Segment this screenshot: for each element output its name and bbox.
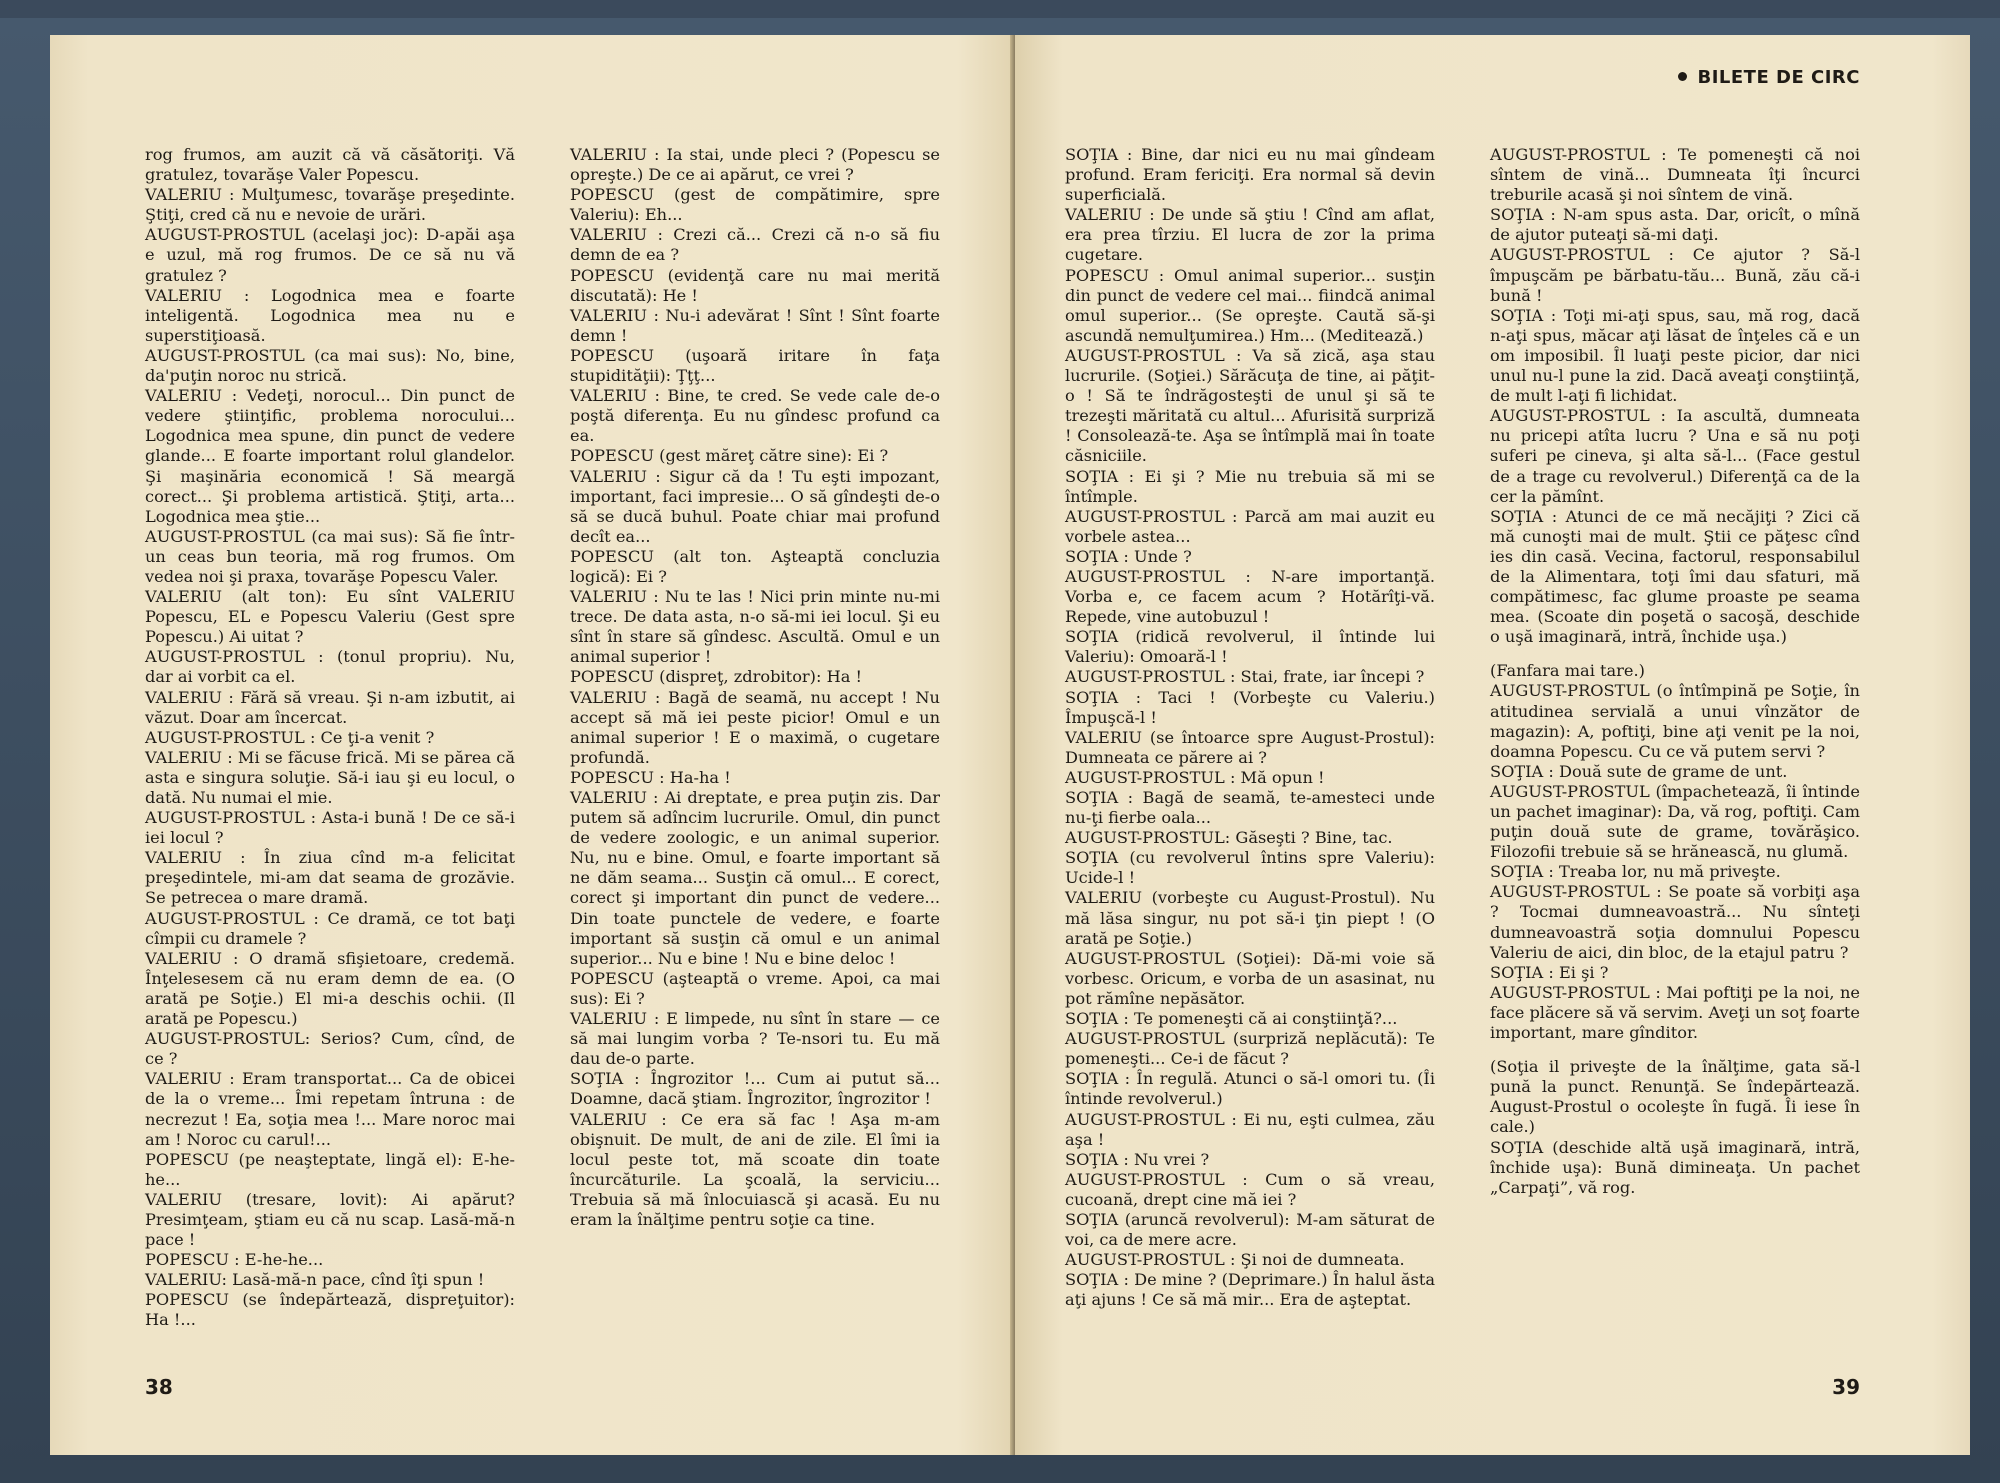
dialogue-line: SOŢIA : Unde ? — [1065, 546, 1192, 566]
dialogue-line: AUGUST-PROSTUL : Ce ajutor ? Să-l împuşcăm pe bărbatu-tău... Bună, zău că-i bună ! — [1490, 245, 1860, 305]
dialogue-line: (Fanfara mai tare.) — [1490, 661, 1645, 681]
dialogue-line: VALERIU (se întoarce spre August-Prostul): Dumneata ce părere ai ? — [1065, 727, 1435, 767]
dialogue-line: SOŢIA : De mine ? (Deprimare.) În halul ăsta aţi ajuns ! Ce să mă mir... Era de aşteptat. — [1065, 1270, 1435, 1310]
dialogue-line: AUGUST-PROSTUL : (tonul propriu). Nu, dar ai vorbit ca el. — [145, 647, 515, 687]
dialogue-line: SOŢIA : Atunci de ce mă necăjiţi ? Zici că mă cunoşti mai de mult. Ştii ce păţesc cînd ies din casă. Vecina, factorul, responsabilul de la Alimentara, toţi îmi dau sfaturi, mă compătimesc, fac glume proaste pe seama mea. (Scoate din poşetă o sacoşă, deschide o uşă imaginară, intră, închide uşa.) — [1490, 506, 1860, 647]
dialogue-line: POPESCU (evidenţă care nu mai merită discutată): He ! — [570, 265, 940, 305]
dialogue-line: AUGUST-PROSTUL: Serios? Cum, cînd, de ce ? — [145, 1029, 515, 1069]
dialogue-line: AUGUST-PROSTUL : Ei nu, eşti culmea, zău aşa ! — [1065, 1109, 1435, 1149]
dialogue-line: SOŢIA : Îngrozitor !... Cum ai putut să... Doamne, dacă ştiam. Îngrozitor, îngrozitor ! — [570, 1069, 940, 1109]
dialogue-line: POPESCU : E-he-he... — [145, 1250, 324, 1270]
dialogue-line: VALERIU : De unde să ştiu ! Cînd am aflat, era prea tîrziu. El lucra de zor la prima cugetare. — [1065, 205, 1435, 265]
dialogue-line: VALERIU : Bagă de seamă, nu accept ! Nu accept să mă iei peste picior! Omul e un animal superior ! E o maximă, o cugetare profundă. — [570, 687, 940, 767]
right-page — [1015, 35, 1970, 1455]
text-column-4 — [1490, 145, 1860, 1198]
running-header-text: BILETE DE CIRC — [1697, 67, 1860, 88]
dialogue-line: SOŢIA : În regulă. Atunci o să-l omori tu. (Îi întinde revolverul.) — [1065, 1069, 1435, 1109]
dialogue-line: VALERIU : Ai dreptate, e prea puţin zis. Dar putem să adîncim lucrurile. Omul, din punct de vedere zoologic, e un animal superior. Nu, nu e bine. Omul, e foarte important să ne dăm seama... Susţin că omul... E corect, corect şi important din punct de vedere... Din toate punctele de vedere, e foarte important să susţin că omul e un animal superior... Nu e bine ! Nu e bine deloc ! — [570, 788, 940, 968]
dialogue-line: VALERIU (alt ton): Eu sînt VALERIU Popescu, EL e Popescu Valeriu (Gest spre Popescu.) Ai uitat ? — [145, 587, 515, 647]
dialogue-line: VALERIU (vorbeşte cu August-Prostul). Nu mă lăsa singur, nu pot să-i ţin piept ! (O arată pe Soţie.) — [1065, 888, 1435, 948]
dialogue-line: AUGUST-PROSTUL : Se poate să vorbiţi aşa ? Tocmai dumneavoastră... Nu sînteţi dumneavoastră soţia domnului Popescu Valeriu de aici, din bloc, de la etajul patru ? — [1490, 882, 1860, 962]
dialogue-line: AUGUST-PROSTUL : Parcă am mai auzit eu vorbele astea... — [1065, 506, 1435, 546]
dialogue-line: VALERIU : Ce era să fac ! Aşa m-am obişnuit. De mult, de ani de zile. El îmi ia locul peste tot, mă scoate din toate încurcăturile. La şcoală, la serviciu... Trebuia să mă înlocuiască şi acasă. Eu nu eram la înălţime pentru soţie ca tine. — [570, 1109, 940, 1229]
dialogue-line: SOŢIA : Treaba lor, nu mă priveşte. — [1490, 862, 1781, 882]
dialogue-line: AUGUST-PROSTUL (surpriză neplăcută): Te pomeneşti... Ce-i de făcut ? — [1065, 1029, 1435, 1069]
dialogue-line: VALERIU : E limpede, nu sînt în stare — ce să mai lungim vorba ? Te-nsori tu. Eu mă dau de-o parte. — [570, 1009, 940, 1069]
dialogue-line: VALERIU : Nu te las ! Nici prin minte nu-mi trece. De data asta, n-o să-mi iei locul. Şi eu sînt în stare să gîndesc. Ascultă. Omul e un animal superior ! — [570, 587, 940, 667]
dialogue-line: SOŢIA : Taci ! (Vorbeşte cu Valeriu.) Împuşcă-l ! — [1065, 687, 1435, 727]
dialogue-line: SOŢIA : Bagă de seamă, te-amesteci unde nu-ţi fierbe oala... — [1065, 788, 1435, 828]
running-header — [1678, 67, 1860, 88]
dialogue-line: POPESCU (gest măreţ către sine): Ei ? — [570, 446, 889, 466]
dialogue-line: VALERIU : Mulţumesc, tovarăşe preşedinte. Ştiţi, cred că nu e nevoie de urări. — [145, 185, 515, 225]
dialogue-line: AUGUST-PROSTUL : Te pomeneşti că noi sîntem de vină... Dumneata îţi încurci treburile acasă şi noi sîntem de vină. — [1490, 145, 1860, 205]
dialogue-line: SOŢIA : N-am spus asta. Dar, oricît, o mînă de ajutor puteaţi să-mi daţi. — [1490, 205, 1860, 245]
dialogue-line: AUGUST-PROSTUL (împachetează, îi întinde un pachet imaginar): Da, vă rog, poftiţi. Cam puţin două sute de grame, tovărăşico. Filozofii trebuie să se hrănească, nu glumă. — [1490, 781, 1860, 862]
dialogue-line: AUGUST-PROSTUL (ca mai sus): No, bine, da'puţin noroc nu strică. — [145, 345, 515, 386]
dialogue-line: (Soţia il priveşte de la înălţime, gata să-l pună la punct. Renunţă. Se îndepărtează. August-Prostul o ocoleşte în fugă. Îi iese în cale.) — [1490, 1057, 1860, 1137]
dialogue-line: AUGUST-PROSTUL (o întîmpină pe Soţie, în atitudinea servială a unui vînzător de magazin): A, poftiţi, bine aţi venit pe la noi, doamna Popescu. Cu ce vă putem servi ? — [1490, 681, 1860, 761]
page-number-left: 38 — [145, 1375, 173, 1399]
left-page — [50, 35, 1015, 1455]
dialogue-line: POPESCU (alt ton. Aşteaptă concluzia logică): Ei ? — [570, 546, 940, 586]
dialogue-line: SOŢIA : Două sute de grame de unt. — [1490, 761, 1788, 781]
dialogue-line: POPESCU (gest de compătimire, spre Valeriu): Eh... — [570, 185, 940, 225]
page-number-right: 39 — [1832, 1375, 1860, 1399]
text-column-3 — [1065, 145, 1435, 1310]
dialogue-line: SOŢIA (ridică revolverul, il întinde lui Valeriu): Omoară-l ! — [1065, 627, 1435, 667]
dialogue-line: VALERIU : Crezi că... Crezi că n-o să fiu demn de ea ? — [570, 225, 940, 265]
dialogue-line: VALERIU : Bine, te cred. Se vede cale de-o poştă diferenţa. Eu nu gîndesc profund ca ea. — [570, 386, 940, 446]
dialogue-line: AUGUST-PROSTUL : Asta-i bună ! De ce să-i iei locul ? — [145, 808, 515, 848]
dialogue-line: rog frumos, am auzit că vă căsătoriţi. Vă gratulez, tovarăşe Valer Popescu. — [145, 145, 515, 185]
dialogue-line: AUGUST-PROSTUL : Ce dramă, ce tot baţi cîmpii cu dramele ? — [145, 908, 515, 948]
dialogue-line: AUGUST-PROSTUL : Mă opun ! — [1065, 767, 1325, 787]
dialogue-line: SOŢIA : Bine, dar nici eu nu mai gîndeam profund. Eram fericiţi. Era normal să devin superficială. — [1065, 145, 1435, 205]
dialogue-line: AUGUST-PROSTUL: Găseşti ? Bine, tac. — [1065, 828, 1393, 848]
dialogue-line: SOŢIA (deschide altă uşă imaginară, intră, închide uşa): Bună dimineaţa. Un pachet „Carpaţi”, vă rog. — [1490, 1137, 1860, 1197]
bullet-icon — [1678, 72, 1687, 81]
dialogue-line: POPESCU (pe neaşteptate, lingă el): E-he-he... — [145, 1149, 515, 1189]
dialogue-line: VALERIU : Mi se făcuse frică. Mi se părea că asta e singura soluţie. Să-i iau şi eu locul, o dată. Nu numai el mie. — [145, 747, 515, 807]
dialogue-line: VALERIU : Ia stai, unde pleci ? (Popescu se opreşte.) De ce ai apărut, ce vrei ? — [570, 145, 940, 185]
dialogue-line: AUGUST-PROSTUL : N-are importanţă. Vorba e, ce facem acum ? Hotărîţi-vă. Repede, vine autobuzul ! — [1065, 566, 1435, 627]
text-column-1 — [145, 145, 515, 1331]
dialogue-line: VALERIU : Fără să vreau. Şi n-am izbutit, ai văzut. Doar am încercat. — [145, 687, 515, 727]
dialogue-line: AUGUST-PROSTUL : Cum o să vreau, cucoană, drept cine mă iei ? — [1065, 1169, 1435, 1209]
dialogue-line: VALERIU : Vedeţi, norocul... Din punct de vedere ştiinţific, problema norocului... Logodnica mea spune, din punct de vedere glande... E foarte important rolul glandelor. Şi maşinăria economică ! Să meargă corect... Şi problema artistică. Ştiţi, arta... Logodnica mea ştie... — [145, 386, 515, 526]
dialogue-line: AUGUST-PROSTUL (acelaşi joc): D-apăi aşa e uzul, mă rog frumos. De ce să nu vă gratulez ? — [145, 225, 515, 285]
dialogue-line: AUGUST-PROSTUL (Soţiei): Dă-mi voie să vorbesc. Oricum, e vorba de un asasinat, nu pot rămîne nepăsător. — [1065, 948, 1435, 1008]
dialogue-line: VALERIU : Eram transportat... Ca de obicei de la o vreme... Îmi repetam întruna : de necrezut ! Ea, soţia mea !... Mare noroc mai am ! Noroc cu carul!... — [145, 1069, 515, 1149]
dialogue-line: VALERIU : Logodnica mea e foarte inteligentă. Logodnica mea nu e superstiţioasă. — [145, 285, 515, 345]
dialogue-line: VALERIU : În ziua cînd m-a felicitat preşedintele, mi-am dat seama de grozăvie. Se petrecea o mare dramă. — [145, 848, 515, 908]
dialogue-line: SOŢIA (aruncă revolverul): M-am săturat de voi, ca de mere acre. — [1065, 1209, 1435, 1250]
dialogue-line: SOŢIA : Nu vrei ? — [1065, 1149, 1210, 1169]
dialogue-line: POPESCU : Omul animal superior... susţin din punct de vedere cel mai... fiindcă animal omul superior... (Se opreşte. Caută să-şi ascundă nemulţumirea.) Hm... (Meditează.) — [1065, 265, 1435, 345]
dialogue-line: VALERIU: Lasă-mă-n pace, cînd îţi spun ! — [145, 1270, 485, 1290]
dialogue-line: VALERIU : Nu-i adevărat ! Sînt ! Sînt foarte demn ! — [570, 305, 940, 345]
dialogue-line: AUGUST-PROSTUL : Ce ţi-a venit ? — [145, 727, 435, 747]
dialogue-line: VALERIU : Sigur că da ! Tu eşti impozant, important, faci impresie... O să gîndeşti de-o să se ducă buhul. Poate chiar mai profund decît ea... — [570, 466, 940, 546]
dialogue-line: VALERIU : O dramă sfişietoare, credemă. Înţelesesem că nu eram demn de ea. (O arată pe Soţie.) El mi-a deschis ochii. (Il arată pe Popescu.) — [145, 948, 515, 1029]
dialogue-line: SOŢIA : Ei şi ? — [1490, 962, 1609, 982]
dialogue-line: AUGUST-PROSTUL : Mai poftiţi pe la noi, ne face plăcere să vă servim. Aveţi un soţ foarte important, mare gînditor. — [1490, 982, 1860, 1043]
dialogue-line: AUGUST-PROSTUL : Stai, frate, iar începi ? — [1065, 667, 1425, 687]
dialogue-line: AUGUST-PROSTUL : Va să zică, aşa stau lucrurile. (Soţiei.) Sărăcuţa de tine, ai păţit-o ! Să te îndrăgosteşti de unul şi să te trezeşti măritată cu altul... Afurisită surpriză ! Consolează-te. Aşa se întîmplă mai în toate căsniciile. — [1065, 345, 1435, 466]
dialogue-line: POPESCU : Ha-ha ! — [570, 767, 731, 787]
dialogue-line: VALERIU (tresare, lovit): Ai apărut? Presimţeam, ştiam eu că nu scap. Lasă-mă-n pace ! — [145, 1189, 515, 1250]
dialogue-line: SOŢIA : Ei şi ? Mie nu trebuia să mi se întîmple. — [1065, 466, 1435, 506]
dialogue-line: AUGUST-PROSTUL : Şi noi de dumneata. — [1065, 1250, 1405, 1270]
dialogue-line: AUGUST-PROSTUL : Ia ascultă, dumneata nu pricepi atîta lucru ? Una e să nu poţi suferi pe cineva, şi alta să-l... (Face gestul de a trage cu revolverul.) Diferenţă ca de la cer la pămînt. — [1490, 406, 1860, 506]
dialogue-line: SOŢIA (cu revolverul întins spre Valeriu): Ucide-l ! — [1065, 848, 1435, 888]
dialogue-line: AUGUST-PROSTUL (ca mai sus): Să fie într-un ceas bun teoria, mă rog frumos. Om vedea noi şi praxa, tovarăşe Popescu Valer. — [145, 526, 515, 586]
text-column-2 — [570, 145, 940, 1230]
dialogue-line: POPESCU (dispreţ, zdrobitor): Ha ! — [570, 667, 863, 687]
dialogue-line: POPESCU (aşteaptă o vreme. Apoi, ca mai sus): Ei ? — [570, 968, 940, 1008]
dialogue-line: POPESCU (uşoară iritare în faţa stupidităţii): Ţţţ... — [570, 345, 940, 386]
dialogue-line: POPESCU (se îndepărtează, dispreţuitor): Ha !... — [145, 1290, 515, 1330]
dialogue-line: SOŢIA : Toţi mi-aţi spus, sau, mă rog, dacă n-aţi spus, măcar aţi lăsat de înţeles că e un om imposibil. Îl luaţi peste picior, dar nici unul nu-l pune la zid. Dacă aveaţi conştiinţă, de mult l-aţi fi lichidat. — [1490, 305, 1860, 406]
dialogue-line: SOŢIA : Te pomeneşti că ai conştiinţă?... — [1065, 1009, 1398, 1029]
